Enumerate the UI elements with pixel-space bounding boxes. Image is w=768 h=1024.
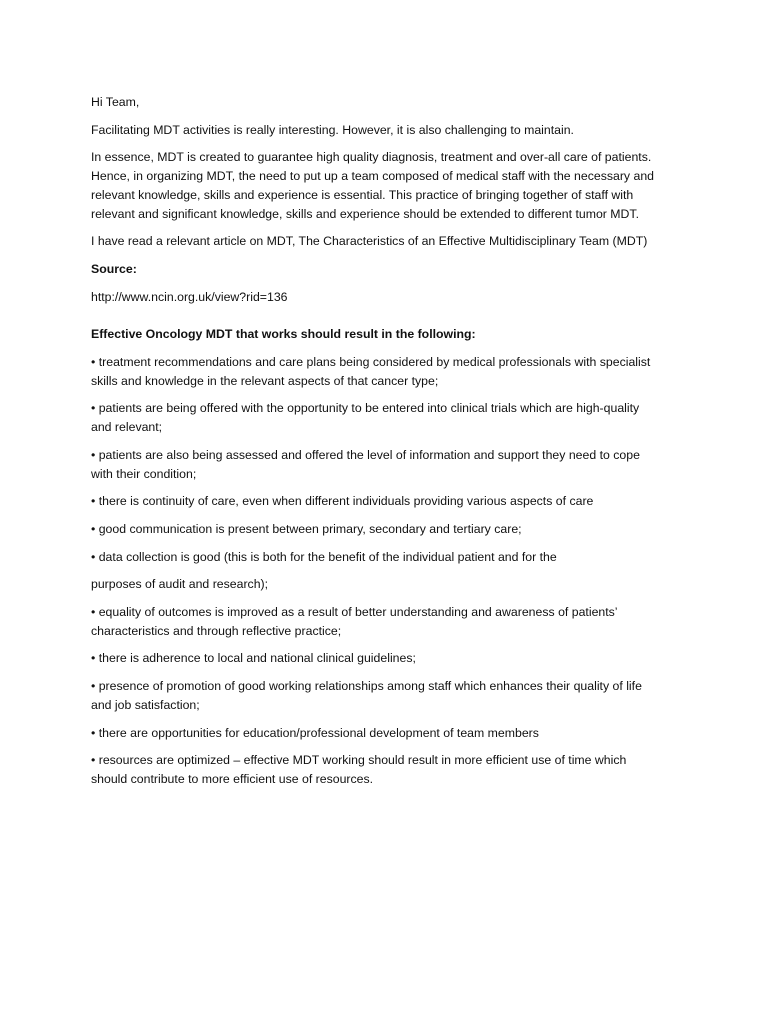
bullet-line: characteristics and through reflective practice; — [91, 623, 342, 638]
bullet-line: skills and knowledge in the relevant aspects of that cancer type; — [91, 373, 439, 388]
intro-paragraph: Facilitating MDT activities is really interesting. However, it is also challenging to maintain. — [91, 122, 574, 137]
section-heading: Effective Oncology MDT that works should result in the following: — [91, 327, 476, 342]
document-page — [91, 93, 691, 798]
bullet-item — [91, 677, 691, 714]
bullet-line: and job satisfaction; — [91, 697, 200, 712]
article-paragraph: I have read a relevant article on MDT, The Characteristics of an Effective Multidisciplinary Team (MDT) — [91, 234, 648, 249]
greeting: Hi Team, — [91, 95, 140, 109]
source-label: Source: — [91, 261, 137, 276]
bullet-line: • good communication is present between primary, secondary and tertiary care; — [91, 521, 522, 536]
essence-line: Hence, in organizing MDT, the need to put up a team composed of medical staff with the necessary and — [91, 169, 655, 184]
bullet-item — [91, 353, 691, 390]
bullet-line: • there is adherence to local and national clinical guidelines; — [91, 651, 416, 666]
bullet-item — [91, 446, 691, 483]
essence-paragraph — [91, 148, 691, 223]
bullet-line: • there are opportunities for education/professional development of team members — [91, 725, 539, 740]
bullet-line: • data collection is good (this is both for the benefit of the individual patient and for the — [91, 549, 557, 564]
bullet-line: and relevant; — [91, 420, 163, 435]
bullet-item — [91, 724, 691, 743]
essence-line: relevant and significant knowledge, skills and experience should be extended to different tumor MDT. — [91, 206, 639, 221]
bullet-line: with their condition; — [91, 466, 197, 481]
bullet-item — [91, 649, 691, 668]
bullet-item — [91, 492, 691, 511]
bullet-item — [91, 575, 691, 594]
essence-line: In essence, MDT is created to guarantee high quality diagnosis, treatment and over-all care of patients. — [91, 150, 652, 165]
bullet-item — [91, 520, 691, 539]
bullet-line: • patients are being offered with the opportunity to be entered into clinical trials which are high-quality — [91, 401, 640, 416]
bullet-item — [91, 603, 691, 640]
bullet-line: purposes of audit and research); — [91, 577, 269, 592]
bullet-item — [91, 751, 691, 788]
bullet-line: • equality of outcomes is improved as a result of better understanding and awareness of patients’ — [91, 605, 618, 620]
source-url-link[interactable]: http://www.ncin.org.uk/view?rid=136 — [91, 289, 288, 304]
bullet-item — [91, 548, 691, 567]
bullet-line: should contribute to more efficient use of resources. — [91, 771, 374, 786]
bullet-line: • resources are optimized – effective MDT working should result in more efficient use of time which — [91, 753, 627, 768]
bullet-line: • there is continuity of care, even when different individuals providing various aspects of care — [91, 494, 594, 509]
bullet-line: • presence of promotion of good working relationships among staff which enhances their quality of life — [91, 679, 642, 694]
bullet-item — [91, 399, 691, 436]
essence-line: relevant knowledge, skills and experience is essential. This practice of bringing together of staff with — [91, 187, 634, 202]
bullet-line: • treatment recommendations and care plans being considered by medical professionals with specialist — [91, 355, 651, 370]
bullet-list — [91, 353, 691, 789]
bullet-line: • patients are also being assessed and offered the level of information and support they need to cope — [91, 447, 640, 462]
